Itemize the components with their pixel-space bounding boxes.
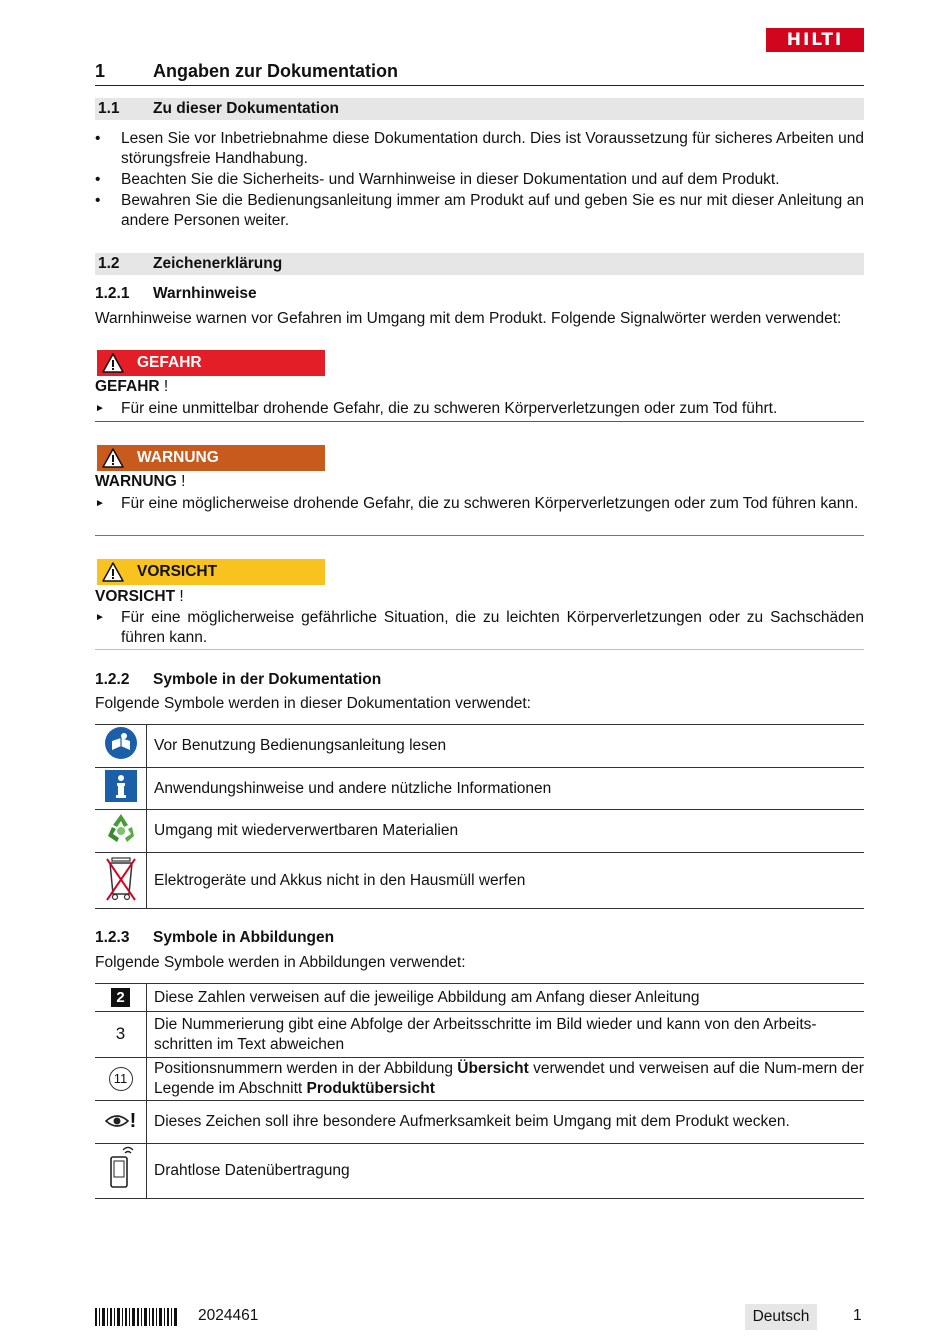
list-item-text: Beachten Sie die Sicherheits- und Warnhinweise in dieser Dokumentation und auf dem Produkt. [121,171,780,188]
symbol-description-part: Positionsnummern werden in der Abbildung [154,1060,458,1077]
signal-label: WARNUNG [137,449,219,466]
symbol-description: Anwendungshinweise und andere nützliche Informationen [147,768,865,810]
warning-triangle-icon [102,562,124,582]
symbol-description: Diese Zahlen verweisen auf die jeweilige Abbildung am Anfang dieser Anleitung [147,984,865,1012]
symbol-cell [95,1101,147,1144]
divider [95,421,864,422]
subsection-title: Warnhinweise [153,285,257,302]
read-manual-icon [104,726,138,760]
symbol-description [147,1058,865,1101]
recycling-icon [104,812,138,844]
signal-word-text: VORSICHT [95,588,176,605]
symbol-description: Die Nummerierung gibt eine Abfolge der Arbeitsschritte im Bild wieder und kann von den Arbeits-schritten im Text abweichen [147,1012,865,1058]
symbol-description-bold: Produktübersicht [306,1080,435,1097]
symbol-description-bold: Übersicht [457,1060,529,1077]
symbol-cell [95,853,147,909]
figure-number-icon: 2 [111,988,130,1007]
section-title: Zeichenerklärung [153,255,283,272]
table-row [95,725,864,768]
chapter-number: 1 [95,61,106,81]
wireless-device-icon [106,1145,136,1191]
table-row [95,1144,864,1199]
warning-triangle-icon [102,353,124,373]
subsection-number: 1.2.3 [95,929,130,946]
signal-exclamation: ! [175,588,184,605]
document-number: 2024461 [198,1307,259,1324]
list-item-text: Bewahren Sie die Bedienungsanleitung immer am Produkt auf und geben Sie es nur mit dieser Anleitung an andere Personen weiter. [121,192,864,229]
position-number-icon: 11 [109,1067,133,1091]
chapter-heading [95,60,864,86]
signal-word [95,472,185,492]
section-number: 1.2 [98,255,120,272]
bullet-dot: • [95,130,101,147]
signal-word-text: GEFAHR [95,378,160,395]
arrow-bullet-icon: ► [95,498,105,509]
info-icon [105,770,137,802]
symbol-cell [95,1058,147,1101]
eye-attention-icon-wrap [105,1111,137,1131]
symbol-cell [95,725,147,768]
signal-description-text: Für eine möglicherweise drohende Gefahr, die zu schweren Körperverletzungen oder zum Tod führen kann. [121,495,859,512]
signal-banner-vorsicht [97,559,325,585]
arrow-bullet-icon: ► [95,612,105,623]
table-row [95,1058,864,1101]
document-symbols-table [95,724,864,909]
symbol-cell [95,768,147,810]
table-row [95,768,864,810]
symbol-description: Dieses Zeichen soll ihre besondere Aufmerksamkeit beim Umgang mit dem Produkt wecken. [147,1101,865,1144]
section-heading-1-2 [95,253,864,275]
illustration-symbols-intro: Folgende Symbole werden in Abbildungen verwendet: [95,954,466,971]
table-row [95,1101,864,1144]
subsection-number: 1.2.1 [95,285,130,302]
symbol-cell [95,1012,147,1058]
language-label: Deutsch [745,1304,817,1330]
divider [95,535,864,536]
symbol-description: Elektrogeräte und Akkus nicht in den Hausmüll werfen [147,853,865,909]
exclamation-mark: ! [129,1109,137,1132]
symbol-cell [95,984,147,1012]
signal-label: GEFAHR [137,354,202,371]
eye-attention-icon [105,1114,129,1128]
symbols-intro: Folgende Symbole werden in dieser Dokumentation verwendet: [95,695,531,712]
symbol-cell [95,810,147,853]
signal-word-text: WARNUNG [95,473,177,490]
step-number-icon: 3 [115,1024,126,1043]
symbol-description-part: verwendet und verweisen auf die Num-mern der Legende im Abschnitt [154,1060,864,1097]
symbol-cell [95,1144,147,1199]
signal-label: VORSICHT [137,563,218,580]
symbol-description: Drahtlose Datenübertragung [147,1144,865,1199]
section-title: Zu dieser Dokumentation [153,100,340,117]
crossed-bin-icon [104,854,138,902]
table-row [95,810,864,853]
warning-triangle-icon [102,448,124,468]
page-number: 1 [853,1307,862,1324]
table-row [95,984,864,1012]
signal-exclamation: ! [159,378,169,395]
signal-description-text: Für eine unmittelbar drohende Gefahr, die zu schweren Körperverletzungen oder zum Tod führt. [121,400,778,417]
subsection-number: 1.2.2 [95,671,130,688]
symbol-description: Vor Benutzung Bedienungsanleitung lesen [147,725,865,768]
section-heading-1-1 [95,98,864,120]
chapter-title: Angaben zur Dokumentation [153,61,399,81]
symbol-description: Umgang mit wiederverwertbaren Materialien [147,810,865,853]
arrow-bullet-icon: ► [95,403,105,414]
barcode-icon [95,1308,179,1326]
list-item-text: Lesen Sie vor Inbetriebnahme diese Dokumentation durch. Dies ist Voraussetzung für sicheres Arbeiten und störungsfreie Handhabung. [121,130,864,167]
divider [95,649,864,650]
hilti-logo: HILTI [766,28,864,52]
signal-word [95,377,168,397]
signal-banner-warnung [97,445,325,471]
section-number: 1.1 [98,100,120,117]
table-row [95,853,864,909]
subsection-title: Symbole in der Dokumentation [153,671,382,688]
signal-banner-gefahr [97,350,325,376]
table-row [95,1012,864,1058]
signal-exclamation: ! [176,473,186,490]
signal-description-text: Für eine möglicherweise gefährliche Situation, die zu leichten Körperverletzungen oder zu Sachschäden führen kann. [121,609,864,646]
subsection-title: Symbole in Abbildungen [153,929,335,946]
illustration-symbols-table [95,983,864,1199]
bullet-dot: • [95,171,101,188]
warnings-intro: Warnhinweise warnen vor Gefahren im Umgang mit dem Produkt. Folgende Signalwörter werden verwendet: [95,310,842,327]
signal-word [95,587,184,607]
bullet-dot: • [95,192,101,209]
